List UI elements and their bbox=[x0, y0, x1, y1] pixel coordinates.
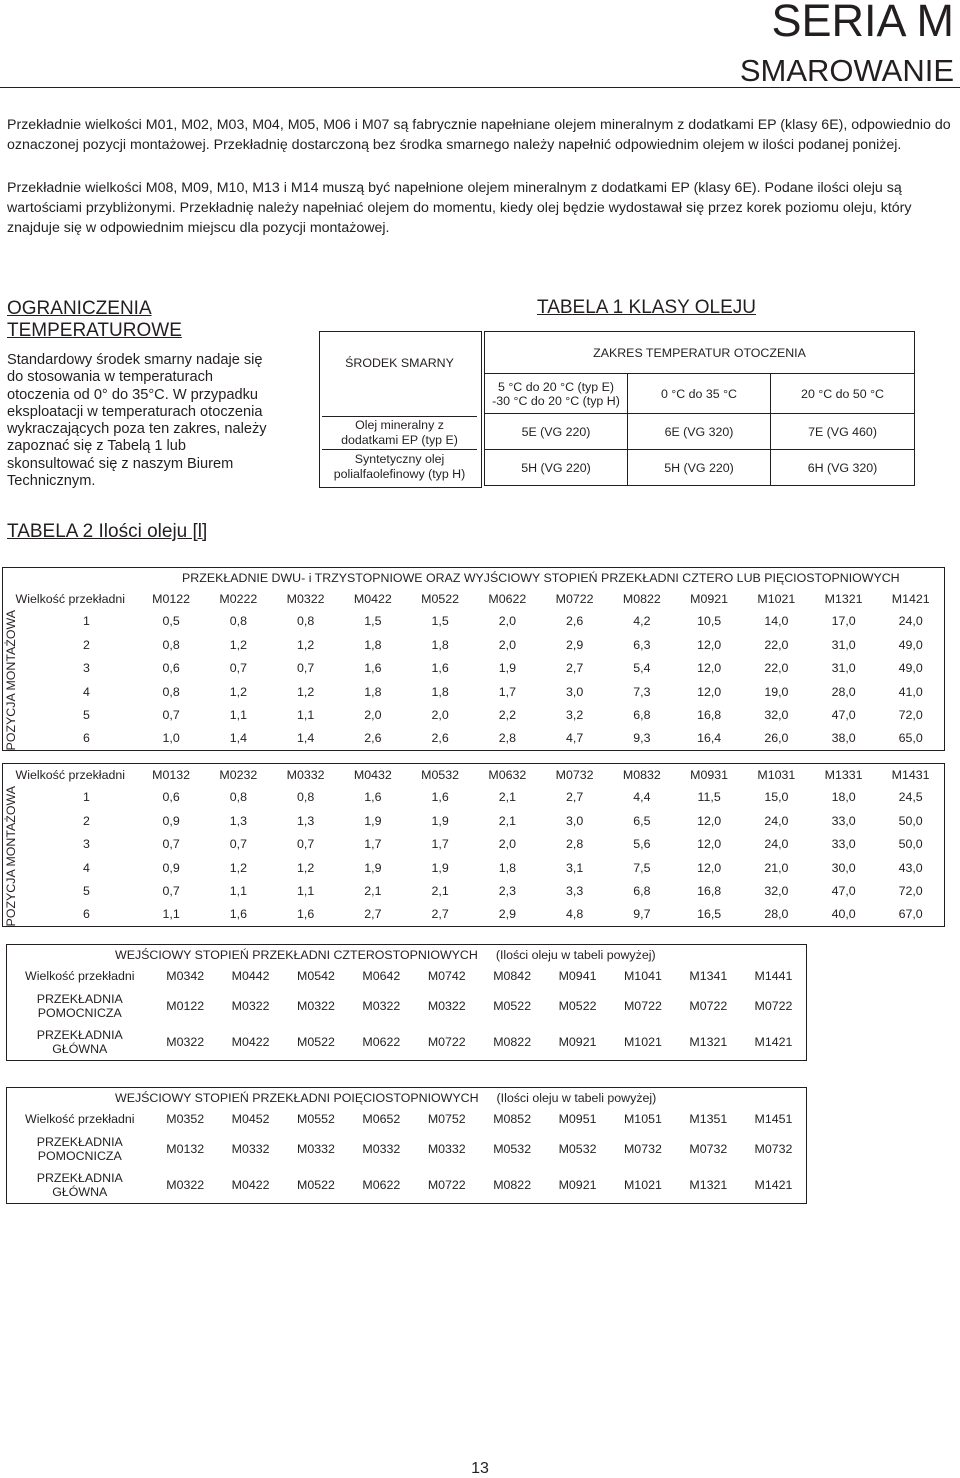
table2-value-cell: 32,0 bbox=[764, 708, 789, 723]
table3-aux-cell: M0722 bbox=[754, 998, 793, 1013]
table3-main-cell: M1021 bbox=[623, 1035, 662, 1050]
table2-size-header: M0422 bbox=[353, 591, 392, 606]
table2-title: TABELA 2 Ilości oleju [l] bbox=[7, 521, 208, 542]
table2-size-header: M0832 bbox=[622, 767, 661, 782]
table2-value-cell: 0,8 bbox=[297, 790, 315, 805]
table2-value-cell: 2,9 bbox=[566, 637, 584, 652]
table2-value-cell: 2,0 bbox=[431, 708, 449, 723]
table2-value-cell: 24,5 bbox=[898, 790, 923, 805]
table2-value-cell: 2,0 bbox=[498, 637, 516, 652]
table2-value-cell: 22,0 bbox=[764, 661, 789, 676]
table1-cell: 5H (VG 220) bbox=[485, 450, 628, 486]
table2-size-header: M0931 bbox=[690, 767, 729, 782]
table2-size-header: M0622 bbox=[488, 591, 527, 606]
table2-value-cell: 0,7 bbox=[162, 837, 180, 852]
table4-main-label: PRZEKŁADNIA GŁÓWNA bbox=[36, 1171, 123, 1200]
table2-value-cell: 4,4 bbox=[633, 790, 651, 805]
table2-value-cell: 1,1 bbox=[162, 907, 180, 922]
table4-size-header: M0452 bbox=[231, 1111, 270, 1126]
table2-value-cell: 1,6 bbox=[364, 790, 382, 805]
position-label-text: POZYCJA MONTAŻOWA bbox=[4, 609, 19, 750]
table4-main-cell: M1021 bbox=[623, 1178, 662, 1193]
table3-main-cell: M0522 bbox=[297, 1035, 335, 1050]
table3-aux-cell: M0522 bbox=[493, 998, 532, 1013]
table2-size-header: M1421 bbox=[891, 591, 930, 606]
table2-group-header: PRZEKŁADNIE DWU- i TRZYSTOPNIOWE ORAZ WYJŚCIOWY STOPIEŃ PRZEKŁADNI CZTERO LUB PIĘCIOSTOPNIOWYCH bbox=[182, 570, 900, 585]
table2-value-cell: 3,2 bbox=[566, 708, 584, 723]
table2-value-cell: 1,6 bbox=[431, 661, 449, 676]
table2-size-header: M0432 bbox=[353, 767, 392, 782]
table2-size-header: M0132 bbox=[152, 767, 191, 782]
table3-note: (Ilości oleju w tabeli powyżej) bbox=[495, 947, 656, 962]
table3-header-row bbox=[7, 945, 807, 965]
table2-size-header: M1331 bbox=[824, 767, 863, 782]
table2-position-label bbox=[3, 610, 36, 751]
table3-main-cell: M0622 bbox=[362, 1035, 401, 1050]
table3-size-header: M1341 bbox=[689, 968, 728, 983]
table2-value-cell: 1,2 bbox=[229, 637, 247, 652]
table2-value-cell: 19,0 bbox=[764, 684, 789, 699]
table4-main-cell: M1421 bbox=[754, 1178, 793, 1193]
table2-value-cell: 12,0 bbox=[697, 637, 722, 652]
table2-value-cell: 49,0 bbox=[898, 637, 923, 652]
table4-size-header: M0852 bbox=[493, 1111, 532, 1126]
table2-value-cell: 26,0 bbox=[764, 731, 789, 746]
table2-value-cell: 7,3 bbox=[633, 684, 651, 699]
table4-main-cell: M0422 bbox=[231, 1178, 270, 1193]
table3-size-header: M0642 bbox=[362, 968, 401, 983]
temp-limits-title-line2: TEMPERATUROWE bbox=[7, 320, 182, 341]
table2-value-cell: 3,1 bbox=[566, 860, 584, 875]
table2-value-cell: 2,1 bbox=[498, 790, 516, 805]
table2-value-cell: 3,3 bbox=[566, 884, 584, 899]
table2-position-number: 1 bbox=[83, 790, 90, 805]
table1-title: TABELA 1 KLASY OLEJU bbox=[537, 297, 756, 318]
table2-value-cell: 6,8 bbox=[633, 708, 651, 723]
table2-value-cell: 0,8 bbox=[297, 614, 315, 629]
table4-aux-cell: M0332 bbox=[297, 1141, 335, 1156]
table2-value-cell: 1,0 bbox=[162, 731, 180, 746]
table2-value-cell: 12,0 bbox=[697, 837, 722, 852]
table3-main-cell: M1421 bbox=[754, 1035, 793, 1050]
table2-value-cell: 1,8 bbox=[431, 684, 449, 699]
table2-corner bbox=[3, 568, 138, 588]
table2-value-cell: 28,0 bbox=[831, 684, 856, 699]
table2-value-cell: 41,0 bbox=[898, 684, 923, 699]
table2-value-cell: 22,0 bbox=[764, 637, 789, 652]
table4-aux-cell: M0732 bbox=[689, 1141, 728, 1156]
table2-value-cell: 72,0 bbox=[898, 884, 923, 899]
table2-value-cell: 0,7 bbox=[229, 837, 247, 852]
table2-value-cell: 21,0 bbox=[764, 860, 789, 875]
table3-size-header: M0342 bbox=[166, 968, 205, 983]
table2-value-cell: 33,0 bbox=[831, 837, 856, 852]
table2-size-header: M0122 bbox=[152, 591, 191, 606]
table2-value-cell: 65,0 bbox=[898, 731, 923, 746]
table2-value-cell: 24,0 bbox=[898, 614, 923, 629]
table1-lubricant-type-h: Syntetyczny olej polialfaolefinowy (typ H) bbox=[333, 452, 466, 481]
table2-value-cell: 30,0 bbox=[831, 860, 856, 875]
table2-value-cell: 5,6 bbox=[633, 837, 651, 852]
table2-value-cell: 4,8 bbox=[566, 907, 584, 922]
table2-position-number: 6 bbox=[83, 731, 90, 746]
table3-aux-cell: M0122 bbox=[166, 998, 205, 1013]
table4-note: (Ilości oleju w tabeli powyżej) bbox=[496, 1090, 657, 1105]
table2-value-cell: 1,7 bbox=[364, 837, 382, 852]
table2-size-header: M1021 bbox=[757, 591, 796, 606]
table2-value-cell: 1,9 bbox=[431, 860, 449, 875]
table2-size-header: M1031 bbox=[757, 767, 796, 782]
table4-grid bbox=[6, 1087, 807, 1204]
table2-size-header: M0322 bbox=[286, 591, 325, 606]
table2-size-header: M0921 bbox=[690, 591, 729, 606]
table3-size-header: M0442 bbox=[231, 968, 270, 983]
table2-value-cell: 50,0 bbox=[898, 837, 923, 852]
table2-value-cell: 1,1 bbox=[229, 884, 247, 899]
table3-aux-cell: M0522 bbox=[558, 998, 597, 1013]
temp-limits-title-line1: OGRANICZENIA bbox=[7, 298, 152, 319]
table2-value-cell: 2,7 bbox=[364, 907, 382, 922]
table2-value-cell: 2,8 bbox=[566, 837, 584, 852]
table3-aux-cell: M0322 bbox=[427, 998, 466, 1013]
table2-value-cell: 2,9 bbox=[498, 907, 516, 922]
table2-value-cell: 12,0 bbox=[697, 661, 722, 676]
table2-value-cell: 1,7 bbox=[498, 684, 516, 699]
table2-value-cell: 49,0 bbox=[898, 661, 923, 676]
table2-value-cell: 1,2 bbox=[229, 860, 247, 875]
table2-value-cell: 17,0 bbox=[831, 614, 856, 629]
table2-value-cell: 2,2 bbox=[498, 708, 516, 723]
table2-size-header: M0532 bbox=[421, 767, 460, 782]
table4-header-row bbox=[7, 1088, 807, 1108]
table2-value-cell: 2,6 bbox=[431, 731, 449, 746]
table2-value-cell: 43,0 bbox=[898, 860, 923, 875]
table2-value-cell: 0,7 bbox=[162, 708, 180, 723]
table2-value-cell: 3,0 bbox=[566, 813, 584, 828]
table2-size-header: M0722 bbox=[555, 591, 594, 606]
table2-value-cell: 16,5 bbox=[697, 907, 722, 922]
table2-size-header: M0332 bbox=[286, 767, 325, 782]
table2-value-cell: 16,4 bbox=[697, 731, 722, 746]
table2-value-cell: 0,7 bbox=[297, 661, 315, 676]
intro-paragraph-1: Przekładnie wielkości M01, M02, M03, M04, M05, M06 i M07 są fabrycznie napełniane olejem mineralnym z dodatkami EP (klasy 6E), odpowiednio do oznaczonej pozycji montażowej. Przekładnię dostarczoną bez środka smarnego należy napełnić odpowiednim olejem w ilości podanej poniżej. bbox=[7, 117, 951, 153]
table4-size-header: M0552 bbox=[297, 1111, 335, 1126]
table4-size-label: Wielkość przekładni bbox=[25, 1111, 135, 1126]
table2-value-cell: 38,0 bbox=[831, 731, 856, 746]
table2-value-cell: 1,4 bbox=[229, 731, 247, 746]
table2-value-cell: 1,6 bbox=[229, 907, 247, 922]
table2-value-cell: 1,5 bbox=[364, 614, 382, 629]
table2-value-cell: 47,0 bbox=[831, 884, 856, 899]
table1-cell: 5E (VG 220) bbox=[485, 414, 628, 450]
table2-position-number: 6 bbox=[83, 907, 90, 922]
table4-aux-cell: M0732 bbox=[623, 1141, 662, 1156]
table2-size-label: Wielkość przekładni bbox=[15, 767, 125, 782]
table2-size-header: M1431 bbox=[891, 767, 930, 782]
table2-value-cell: 2,8 bbox=[498, 731, 516, 746]
table2-value-cell: 1,4 bbox=[297, 731, 315, 746]
table2-value-cell: 47,0 bbox=[831, 708, 856, 723]
table2-value-cell: 16,8 bbox=[697, 884, 722, 899]
table2-position-label bbox=[3, 786, 36, 927]
table2-value-cell: 1,8 bbox=[498, 860, 516, 875]
table3-main-cell: M0322 bbox=[166, 1035, 205, 1050]
table2-value-cell: 1,9 bbox=[431, 813, 449, 828]
table4-main-cell: M0722 bbox=[427, 1178, 466, 1193]
table4-aux-label: PRZEKŁADNIA POMOCNICZA bbox=[36, 1134, 123, 1163]
position-label-text: POZYCJA MONTAŻOWA bbox=[4, 785, 19, 926]
table2-value-cell: 31,0 bbox=[831, 661, 856, 676]
table2-value-cell: 6,8 bbox=[633, 884, 651, 899]
table1-cell: 6H (VG 320) bbox=[771, 450, 915, 486]
table2-value-cell: 15,0 bbox=[764, 790, 789, 805]
table2-value-cell: 1,6 bbox=[297, 907, 315, 922]
table2-value-cell: 0,7 bbox=[229, 661, 247, 676]
table2-value-cell: 1,6 bbox=[431, 790, 449, 805]
table3-main-cell: M0822 bbox=[493, 1035, 532, 1050]
table2-value-cell: 0,8 bbox=[229, 614, 247, 629]
table2-value-cell: 1,1 bbox=[229, 708, 247, 723]
table2-value-cell: 2,0 bbox=[498, 614, 516, 629]
table4-aux-cell: M0132 bbox=[166, 1141, 205, 1156]
table1-range-3: 20 °C do 50 °C bbox=[771, 374, 915, 414]
table2-value-cell: 2,1 bbox=[498, 813, 516, 828]
table4-main-cell: M0322 bbox=[166, 1178, 205, 1193]
table2-size-header: M0232 bbox=[219, 767, 258, 782]
table2-value-cell: 24,0 bbox=[764, 837, 789, 852]
table4-aux-cell: M0332 bbox=[427, 1141, 466, 1156]
table2-size-header: M0632 bbox=[488, 767, 527, 782]
table2-value-cell: 1,2 bbox=[297, 860, 315, 875]
table2-value-cell: 1,3 bbox=[229, 813, 247, 828]
table1-lubricant-type-e: Olej mineralny z dodatkami EP (typ E) bbox=[341, 418, 458, 447]
table2-block_a-grid bbox=[2, 567, 945, 751]
table3-size-header: M0941 bbox=[558, 968, 597, 983]
header-divider bbox=[0, 87, 960, 88]
table2-value-cell: 1,7 bbox=[431, 837, 449, 852]
table2-value-cell: 0,9 bbox=[162, 813, 180, 828]
table4-aux-cell: M0732 bbox=[754, 1141, 793, 1156]
table3-size-header: M1441 bbox=[754, 968, 793, 983]
table2-size-header: M0522 bbox=[421, 591, 460, 606]
table2-value-cell: 2,1 bbox=[431, 884, 449, 899]
table1-cell: 6E (VG 320) bbox=[628, 414, 771, 450]
table4-main-cell: M0921 bbox=[558, 1178, 597, 1193]
table3-main-cell: M0921 bbox=[558, 1035, 597, 1050]
table4-main-cell: M1321 bbox=[689, 1178, 728, 1193]
table2-position-number: 1 bbox=[83, 614, 90, 629]
table2-value-cell: 1,1 bbox=[297, 884, 315, 899]
table4-size-header: M1351 bbox=[689, 1111, 728, 1126]
table2-value-cell: 2,0 bbox=[364, 708, 382, 723]
table2-size-header: M0822 bbox=[622, 591, 661, 606]
table2-value-cell: 0,5 bbox=[162, 614, 180, 629]
table2-value-cell: 7,5 bbox=[633, 860, 651, 875]
page-number: 13 bbox=[471, 1460, 489, 1477]
table1-range-2: 0 °C do 35 °C bbox=[628, 374, 771, 414]
table2-value-cell: 6,3 bbox=[633, 637, 651, 652]
table2-value-cell: 0,8 bbox=[229, 790, 247, 805]
table4-main-cell: M0822 bbox=[493, 1178, 532, 1193]
table1-ambient-header: ZAKRES TEMPERATUR OTOCZENIA bbox=[485, 332, 915, 374]
temp-limits-text: Standardowy środek smarny nadaje się do stosowania w temperaturach otoczenia od 0° do 35°C. W przypadku eksploatacji w temperaturach otoczenia wykraczających poza ten zakres, należy zapoznać się z Tabelą 1 lub skonsultować się z naszym Biurem Technicznym. bbox=[7, 352, 267, 490]
table2-position-number: 4 bbox=[83, 684, 90, 699]
table2-value-cell: 0,7 bbox=[297, 837, 315, 852]
table2-value-cell: 9,3 bbox=[633, 731, 651, 746]
table2-value-cell: 0,9 bbox=[162, 860, 180, 875]
table2-value-cell: 2,6 bbox=[364, 731, 382, 746]
table2-size-label: Wielkość przekładni bbox=[15, 591, 125, 606]
table2-position-number: 2 bbox=[83, 637, 90, 652]
table2-value-cell: 12,0 bbox=[697, 684, 722, 699]
table1-cell: 7E (VG 460) bbox=[771, 414, 915, 450]
table1-range-1: 5 °C do 20 °C (typ E) -30 °C do 20 °C (typ H) bbox=[485, 374, 628, 414]
table3-main-label: PRZEKŁADNIA GŁÓWNA bbox=[36, 1028, 123, 1057]
table2-value-cell: 2,6 bbox=[566, 614, 584, 629]
table2-value-cell: 1,9 bbox=[364, 860, 382, 875]
table2-position-number: 5 bbox=[83, 708, 90, 723]
table2-value-cell: 0,8 bbox=[162, 637, 180, 652]
table2-value-cell: 32,0 bbox=[764, 884, 789, 899]
table4-size-header: M1451 bbox=[754, 1111, 793, 1126]
table1-ambient-table bbox=[484, 331, 915, 486]
table2-value-cell: 2,7 bbox=[431, 907, 449, 922]
table1-lubricant-header: ŚRODEK SMARNY bbox=[345, 356, 454, 370]
table3-size-header: M0542 bbox=[297, 968, 335, 983]
table2-value-cell: 31,0 bbox=[831, 637, 856, 652]
table3-size-header: M0742 bbox=[427, 968, 466, 983]
table2-value-cell: 2,3 bbox=[498, 884, 516, 899]
table3-main-cell: M0722 bbox=[427, 1035, 466, 1050]
table2-value-cell: 9,7 bbox=[633, 907, 651, 922]
table4-size-header: M0652 bbox=[362, 1111, 401, 1126]
table4-size-header: M0752 bbox=[427, 1111, 466, 1126]
table3-aux-cell: M0322 bbox=[297, 998, 335, 1013]
table2-value-cell: 24,0 bbox=[764, 813, 789, 828]
table4-main-cell: M0622 bbox=[362, 1178, 401, 1193]
table2-value-cell: 1,2 bbox=[297, 637, 315, 652]
table2-value-cell: 67,0 bbox=[898, 907, 923, 922]
table3-aux-cell: M0322 bbox=[362, 998, 401, 1013]
table2-position-number: 5 bbox=[83, 884, 90, 899]
table4-size-header: M0951 bbox=[558, 1111, 597, 1126]
table3-title: WEJŚCIOWY STOPIEŃ PRZEKŁADNI CZTEROSTOPNIOWYCH bbox=[115, 947, 478, 962]
table2-value-cell: 0,6 bbox=[162, 790, 180, 805]
table1-lubricant-line1 bbox=[322, 416, 477, 417]
table4-aux-cell: M0532 bbox=[493, 1141, 532, 1156]
table2-value-cell: 1,8 bbox=[364, 684, 382, 699]
table2-value-cell: 1,6 bbox=[364, 661, 382, 676]
table2-size-header: M0732 bbox=[555, 767, 594, 782]
series-title: SERIA M bbox=[771, 0, 954, 46]
table2-value-cell: 12,0 bbox=[697, 813, 722, 828]
table4-aux-cell: M0532 bbox=[558, 1141, 597, 1156]
table3-aux-cell: M0722 bbox=[689, 998, 728, 1013]
table3-aux-cell: M0722 bbox=[623, 998, 662, 1013]
table3-size-header: M0842 bbox=[493, 968, 532, 983]
table2-value-cell: 28,0 bbox=[764, 907, 789, 922]
table2-value-cell: 3,0 bbox=[566, 684, 584, 699]
section-title: SMAROWANIE bbox=[739, 53, 954, 88]
table2-value-cell: 18,0 bbox=[831, 790, 856, 805]
table2-value-cell: 2,0 bbox=[498, 837, 516, 852]
table4-title: WEJŚCIOWY STOPIEŃ PRZEKŁADNI POIĘCIOSTOPNIOWYCH bbox=[115, 1090, 479, 1105]
table2-value-cell: 4,2 bbox=[633, 614, 651, 629]
table2-value-cell: 2,1 bbox=[364, 884, 382, 899]
table2-value-cell: 1,9 bbox=[498, 661, 516, 676]
table2-value-cell: 0,7 bbox=[162, 884, 180, 899]
table1-cell: 5H (VG 220) bbox=[628, 450, 771, 486]
table2-value-cell: 0,8 bbox=[162, 684, 180, 699]
table4-main-cell: M0522 bbox=[297, 1178, 335, 1193]
table2-value-cell: 1,8 bbox=[364, 637, 382, 652]
table2-position-number: 3 bbox=[83, 661, 90, 676]
table3-main-cell: M1321 bbox=[689, 1035, 728, 1050]
table3-size-label: Wielkość przekładni bbox=[25, 968, 135, 983]
table2-value-cell: 4,7 bbox=[566, 731, 584, 746]
table2-value-cell: 5,4 bbox=[633, 661, 651, 676]
table3-main-cell: M0422 bbox=[231, 1035, 270, 1050]
table4-aux-cell: M0332 bbox=[362, 1141, 401, 1156]
table2-value-cell: 50,0 bbox=[898, 813, 923, 828]
table4-aux-cell: M0332 bbox=[231, 1141, 270, 1156]
table2-position-number: 4 bbox=[83, 860, 90, 875]
table2-size-header: M1321 bbox=[824, 591, 863, 606]
table2-value-cell: 1,2 bbox=[229, 684, 247, 699]
table3-size-header: M1041 bbox=[623, 968, 662, 983]
table2-value-cell: 33,0 bbox=[831, 813, 856, 828]
table2-value-cell: 1,9 bbox=[364, 813, 382, 828]
table3-grid bbox=[6, 944, 807, 1061]
table2-value-cell: 1,5 bbox=[431, 614, 449, 629]
table2-value-cell: 1,3 bbox=[297, 813, 315, 828]
table2-block_b-grid bbox=[2, 763, 945, 927]
table1-lubricant-line2 bbox=[322, 449, 477, 450]
table2-value-cell: 0,6 bbox=[162, 661, 180, 676]
table2-value-cell: 11,5 bbox=[697, 790, 721, 805]
table2-value-cell: 10,5 bbox=[697, 614, 722, 629]
table2-value-cell: 40,0 bbox=[831, 907, 856, 922]
table2-value-cell: 1,2 bbox=[297, 684, 315, 699]
table2-value-cell: 1,8 bbox=[431, 637, 449, 652]
table2-value-cell: 16,8 bbox=[697, 708, 722, 723]
table2-value-cell: 6,5 bbox=[633, 813, 651, 828]
table2-position-number: 2 bbox=[83, 813, 90, 828]
table2-value-cell: 12,0 bbox=[697, 860, 722, 875]
table2-position-number: 3 bbox=[83, 837, 90, 852]
table4-size-header: M0352 bbox=[166, 1111, 205, 1126]
table3-aux-cell: M0322 bbox=[231, 998, 270, 1013]
table2-value-cell: 14,0 bbox=[764, 614, 789, 629]
table2-value-cell: 2,7 bbox=[566, 790, 584, 805]
table2-size-header: M0222 bbox=[219, 591, 258, 606]
table2-value-cell: 72,0 bbox=[898, 708, 923, 723]
intro-paragraph-2: Przekładnie wielkości M08, M09, M10, M13 i M14 muszą być napełnione olejem mineralnym z dodatkami EP (klasy 6E). Podane ilości oleju są wartościami przybliżonymi. Przekładnię należy napełniać olejem do momentu, kiedy olej będzie wydostawał się przez korek poziomu oleju, który znajduje się w odpowiednim miejscu dla pozycji montażowej. bbox=[7, 180, 912, 236]
table2-value-cell: 2,7 bbox=[566, 661, 584, 676]
table2-value-cell: 1,1 bbox=[297, 708, 315, 723]
table4-size-header: M1051 bbox=[623, 1111, 662, 1126]
table3-aux-label: PRZEKŁADNIA POMOCNICZA bbox=[36, 991, 123, 1020]
